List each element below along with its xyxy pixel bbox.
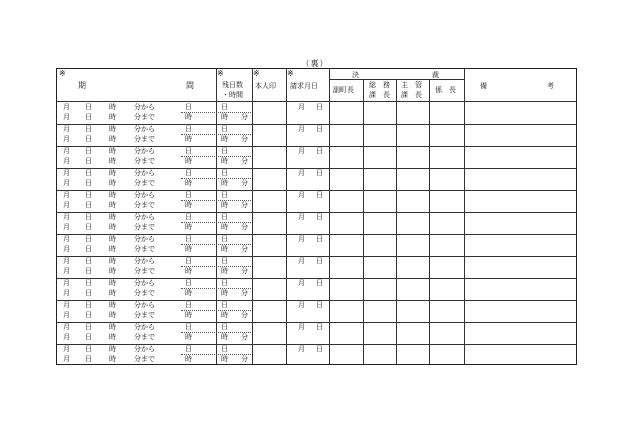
row-field-req-month: 月 — [298, 345, 305, 353]
period-label-right: 間 — [186, 81, 194, 90]
table-row — [57, 344, 576, 366]
approval-label-left: 決 — [352, 71, 359, 79]
row-field-to-suffix: 分まで — [134, 223, 155, 231]
row-field-req-day: 日 — [316, 147, 323, 155]
row-field-remain-day-a: 日 — [185, 279, 192, 287]
row-field-remain-min: 分 — [241, 311, 248, 319]
row-field-remain-hour: 時 — [185, 179, 192, 187]
table-row — [57, 168, 576, 190]
row-field-hour: 時 — [109, 191, 116, 199]
row-field-month: 月 — [63, 279, 70, 287]
row-field-day: 日 — [85, 157, 92, 165]
row-field-day: 日 — [85, 257, 92, 265]
row-field-remain-day-a: 日 — [185, 213, 192, 221]
row-field-req-month: 月 — [298, 279, 305, 287]
row-dotted-divider — [181, 200, 251, 201]
row-field-hour: 時 — [109, 289, 116, 297]
row-dotted-divider — [181, 332, 251, 333]
row-field-remain-day-b: 日 — [221, 279, 228, 287]
row-field-remain-min: 分 — [241, 223, 248, 231]
row-dotted-divider — [181, 222, 251, 223]
row-field-from-suffix: 分から — [134, 191, 155, 199]
row-field-remain-hour-b: 時 — [221, 135, 228, 143]
row-dotted-divider — [181, 156, 251, 157]
row-field-month: 月 — [63, 301, 70, 309]
row-field-day: 日 — [85, 201, 92, 209]
row-field-remain-min: 分 — [241, 267, 248, 275]
row-field-to-suffix: 分まで — [134, 179, 155, 187]
table-row — [57, 278, 576, 300]
row-field-remain-day-b: 日 — [221, 125, 228, 133]
approver-vice-mayor: 副町長 — [333, 86, 354, 94]
row-field-remain-min: 分 — [241, 333, 248, 341]
row-field-hour: 時 — [109, 135, 116, 143]
row-field-req-month: 月 — [298, 169, 305, 177]
row-field-month: 月 — [63, 345, 70, 353]
row-field-hour: 時 — [109, 147, 116, 155]
row-field-day: 日 — [85, 301, 92, 309]
row-field-remain-min: 分 — [241, 157, 248, 165]
row-field-month: 月 — [63, 157, 70, 165]
row-field-remain-hour-b: 時 — [221, 355, 228, 363]
row-field-remain-hour-b: 時 — [221, 179, 228, 187]
row-field-remain-hour-b: 時 — [221, 333, 228, 341]
row-field-hour: 時 — [109, 355, 116, 363]
row-field-remain-min: 分 — [241, 135, 248, 143]
row-field-hour: 時 — [109, 103, 116, 111]
row-field-month: 月 — [63, 125, 70, 133]
row-field-month: 月 — [63, 191, 70, 199]
row-field-req-month: 月 — [298, 323, 305, 331]
row-field-to-suffix: 分まで — [134, 289, 155, 297]
row-field-remain-day-a: 日 — [185, 125, 192, 133]
row-field-remain-day-b: 日 — [221, 147, 228, 155]
row-field-day: 日 — [85, 355, 92, 363]
approver-dept-head-line2: 課 長 — [401, 91, 422, 99]
approval-label-right: 裁 — [432, 71, 439, 79]
row-field-day: 日 — [85, 279, 92, 287]
row-field-remain-hour: 時 — [185, 267, 192, 275]
row-field-req-day: 日 — [316, 301, 323, 309]
row-field-remain-min: 分 — [241, 289, 248, 297]
row-field-remain-day-b: 日 — [221, 103, 228, 111]
row-field-req-month: 月 — [298, 301, 305, 309]
row-field-remain-day-a: 日 — [185, 169, 192, 177]
row-field-remain-day-b: 日 — [221, 345, 228, 353]
row-field-remain-hour: 時 — [185, 113, 192, 121]
approver-general-affairs-line2: 課 長 — [369, 91, 390, 99]
row-field-remain-min: 分 — [241, 179, 248, 187]
document-title: （裏） — [301, 59, 329, 68]
row-field-req-day: 日 — [316, 169, 323, 177]
row-field-month: 月 — [63, 245, 70, 253]
row-field-remain-hour-b: 時 — [221, 267, 228, 275]
table-row — [57, 300, 576, 322]
row-field-remain-day-b: 日 — [221, 323, 228, 331]
row-field-remain-hour: 時 — [185, 311, 192, 319]
table-row — [57, 256, 576, 278]
row-field-remain-day-a: 日 — [185, 257, 192, 265]
row-field-remain-hour: 時 — [185, 223, 192, 231]
row-field-remain-hour-b: 時 — [221, 245, 228, 253]
row-dotted-divider — [181, 244, 251, 245]
note-mark-seal: ※ — [253, 69, 260, 78]
row-field-month: 月 — [63, 201, 70, 209]
row-field-remain-min: 分 — [241, 201, 248, 209]
approver-dept-head-line1: 主 管 — [401, 81, 422, 89]
row-field-remain-min: 分 — [241, 245, 248, 253]
row-field-remain-hour-b: 時 — [221, 157, 228, 165]
row-field-req-month: 月 — [298, 235, 305, 243]
row-field-month: 月 — [63, 323, 70, 331]
row-field-to-suffix: 分まで — [134, 333, 155, 341]
row-field-hour: 時 — [109, 223, 116, 231]
row-field-req-month: 月 — [298, 125, 305, 133]
row-field-from-suffix: 分から — [134, 235, 155, 243]
seal-label: 本人印 — [255, 82, 276, 90]
row-field-day: 日 — [85, 179, 92, 187]
table-row — [57, 146, 576, 168]
period-label-left: 期 — [78, 81, 86, 90]
row-field-remain-day-b: 日 — [221, 257, 228, 265]
row-field-remain-min: 分 — [241, 355, 248, 363]
row-field-from-suffix: 分から — [134, 301, 155, 309]
row-field-to-suffix: 分まで — [134, 355, 155, 363]
row-field-req-day: 日 — [316, 345, 323, 353]
row-field-remain-day-a: 日 — [185, 191, 192, 199]
row-field-day: 日 — [85, 223, 92, 231]
row-field-remain-day-a: 日 — [185, 147, 192, 155]
row-field-month: 月 — [63, 355, 70, 363]
row-field-day: 日 — [85, 267, 92, 275]
row-field-req-day: 日 — [316, 125, 323, 133]
row-field-month: 月 — [63, 311, 70, 319]
row-field-hour: 時 — [109, 311, 116, 319]
request-date-label: 請求月日 — [290, 82, 318, 90]
row-field-hour: 時 — [109, 157, 116, 165]
row-field-to-suffix: 分まで — [134, 157, 155, 165]
row-field-from-suffix: 分から — [134, 345, 155, 353]
row-field-remain-hour-b: 時 — [221, 289, 228, 297]
row-field-to-suffix: 分まで — [134, 245, 155, 253]
row-field-from-suffix: 分から — [134, 257, 155, 265]
row-field-remain-hour-b: 時 — [221, 311, 228, 319]
row-field-to-suffix: 分まで — [134, 267, 155, 275]
row-field-remain-day-a: 日 — [185, 103, 192, 111]
row-dotted-divider — [181, 112, 251, 113]
row-field-from-suffix: 分から — [134, 103, 155, 111]
row-field-hour: 時 — [109, 257, 116, 265]
row-field-month: 月 — [63, 135, 70, 143]
row-field-day: 日 — [85, 125, 92, 133]
row-field-day: 日 — [85, 235, 92, 243]
row-field-req-month: 月 — [298, 191, 305, 199]
leave-request-table — [56, 68, 577, 365]
row-field-day: 日 — [85, 147, 92, 155]
row-field-remain-day-a: 日 — [185, 235, 192, 243]
row-field-to-suffix: 分まで — [134, 135, 155, 143]
row-field-hour: 時 — [109, 345, 116, 353]
row-field-remain-hour: 時 — [185, 355, 192, 363]
row-field-hour: 時 — [109, 125, 116, 133]
row-field-req-day: 日 — [316, 257, 323, 265]
row-field-req-month: 月 — [298, 213, 305, 221]
row-field-hour: 時 — [109, 201, 116, 209]
row-field-remain-hour: 時 — [185, 333, 192, 341]
row-dotted-divider — [181, 288, 251, 289]
row-dotted-divider — [181, 178, 251, 179]
row-field-req-month: 月 — [298, 103, 305, 111]
row-dotted-divider — [181, 354, 251, 355]
row-field-remain-day-b: 日 — [221, 213, 228, 221]
row-field-hour: 時 — [109, 323, 116, 331]
note-mark-period: ※ — [59, 69, 66, 78]
row-field-req-day: 日 — [316, 279, 323, 287]
row-dotted-divider — [181, 134, 251, 135]
row-field-req-month: 月 — [298, 257, 305, 265]
row-field-remain-min: 分 — [241, 113, 248, 121]
remarks-label-right: 考 — [547, 82, 554, 90]
row-field-month: 月 — [63, 103, 70, 111]
row-field-remain-hour: 時 — [185, 289, 192, 297]
row-field-remain-day-b: 日 — [221, 235, 228, 243]
row-field-from-suffix: 分から — [134, 213, 155, 221]
row-field-remain-day-b: 日 — [221, 169, 228, 177]
row-field-hour: 時 — [109, 279, 116, 287]
row-field-hour: 時 — [109, 267, 116, 275]
row-field-month: 月 — [63, 257, 70, 265]
row-field-from-suffix: 分から — [134, 323, 155, 331]
table-row — [57, 102, 576, 124]
row-field-remain-hour-b: 時 — [221, 201, 228, 209]
row-field-day: 日 — [85, 169, 92, 177]
row-field-from-suffix: 分から — [134, 125, 155, 133]
row-field-day: 日 — [85, 311, 92, 319]
row-field-hour: 時 — [109, 113, 116, 121]
row-field-month: 月 — [63, 235, 70, 243]
table-row — [57, 322, 576, 344]
row-field-remain-day-b: 日 — [221, 191, 228, 199]
row-field-month: 月 — [63, 289, 70, 297]
row-field-from-suffix: 分から — [134, 279, 155, 287]
row-field-day: 日 — [85, 345, 92, 353]
row-field-req-day: 日 — [316, 103, 323, 111]
note-mark-remaining: ※ — [217, 69, 224, 78]
row-field-day: 日 — [85, 333, 92, 341]
table-row — [57, 234, 576, 256]
row-field-from-suffix: 分から — [134, 147, 155, 155]
row-field-month: 月 — [63, 179, 70, 187]
row-field-day: 日 — [85, 245, 92, 253]
row-field-req-day: 日 — [316, 235, 323, 243]
row-field-remain-day-a: 日 — [185, 323, 192, 331]
row-field-remain-hour: 時 — [185, 201, 192, 209]
table-row — [57, 124, 576, 146]
approver-general-affairs-line1: 総 務 — [369, 81, 390, 89]
row-field-hour: 時 — [109, 235, 116, 243]
row-field-day: 日 — [85, 289, 92, 297]
row-field-day: 日 — [85, 191, 92, 199]
row-field-to-suffix: 分まで — [134, 201, 155, 209]
row-field-remain-day-b: 日 — [221, 301, 228, 309]
row-field-day: 日 — [85, 103, 92, 111]
row-field-req-day: 日 — [316, 323, 323, 331]
note-mark-request: ※ — [287, 69, 294, 78]
row-field-month: 月 — [63, 223, 70, 231]
remarks-label-left: 備 — [480, 82, 487, 90]
row-field-to-suffix: 分まで — [134, 311, 155, 319]
row-field-remain-hour: 時 — [185, 135, 192, 143]
row-field-remain-hour: 時 — [185, 245, 192, 253]
row-field-day: 日 — [85, 323, 92, 331]
row-dotted-divider — [181, 310, 251, 311]
row-field-hour: 時 — [109, 213, 116, 221]
row-field-hour: 時 — [109, 179, 116, 187]
row-field-month: 月 — [63, 113, 70, 121]
row-field-req-day: 日 — [316, 191, 323, 199]
row-field-month: 月 — [63, 333, 70, 341]
row-field-month: 月 — [63, 147, 70, 155]
row-field-month: 月 — [63, 169, 70, 177]
row-field-remain-day-a: 日 — [185, 301, 192, 309]
row-field-remain-day-a: 日 — [185, 345, 192, 353]
row-field-hour: 時 — [109, 333, 116, 341]
row-dotted-divider — [181, 266, 251, 267]
row-field-day: 日 — [85, 213, 92, 221]
approver-section-chief: 係 長 — [435, 86, 456, 94]
row-field-day: 日 — [85, 113, 92, 121]
row-field-req-month: 月 — [298, 147, 305, 155]
row-field-month: 月 — [63, 267, 70, 275]
table-row — [57, 212, 576, 234]
row-field-remain-hour-b: 時 — [221, 223, 228, 231]
table-row — [57, 190, 576, 212]
row-field-hour: 時 — [109, 169, 116, 177]
row-field-day: 日 — [85, 135, 92, 143]
row-field-req-day: 日 — [316, 213, 323, 221]
row-field-from-suffix: 分から — [134, 169, 155, 177]
row-field-remain-hour: 時 — [185, 157, 192, 165]
row-field-remain-hour-b: 時 — [221, 113, 228, 121]
remaining-label-line2: ・時間 — [222, 91, 243, 99]
row-field-to-suffix: 分まで — [134, 113, 155, 121]
row-field-month: 月 — [63, 213, 70, 221]
row-field-hour: 時 — [109, 301, 116, 309]
row-field-hour: 時 — [109, 245, 116, 253]
remaining-label-line1: 残日数 — [222, 81, 243, 89]
